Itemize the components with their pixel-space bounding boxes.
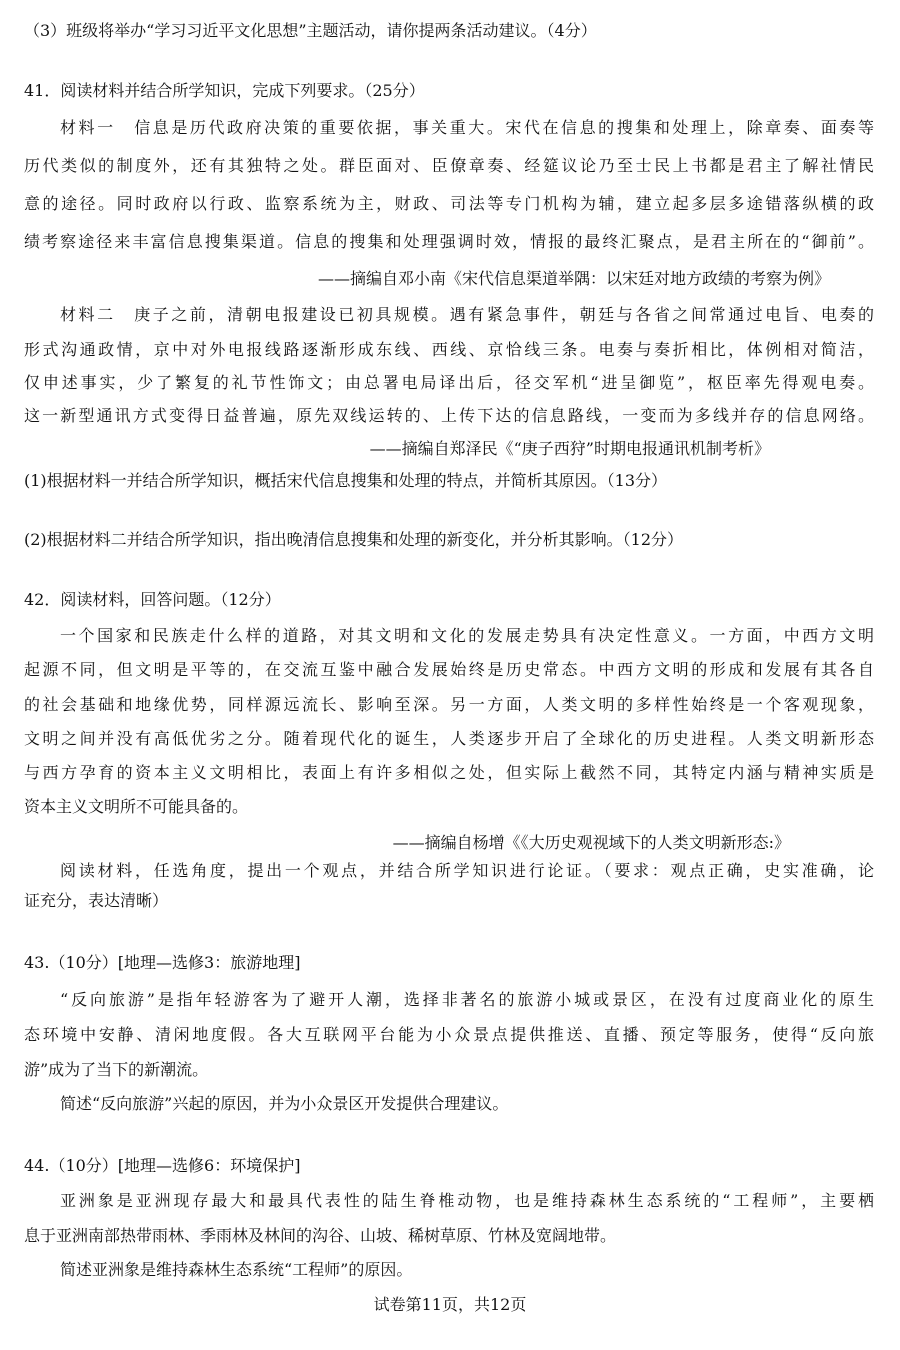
question-41-part-1: (1)根据材料一并结合所学知识，概括宋代信息搜集和处理的特点，并简析其原因。（13分） xyxy=(24,471,668,490)
material-2-line-4: 这一新型通讯方式变得日益普遍，原先双线运转的、上传下达的信息路线，一变而为多线并存的信息网络。 xyxy=(24,406,874,425)
material-1-line-1: 材料一 信息是历代政府决策的重要依据，事关重大。宋代在信息的搜集和处理上，除章奏、面奏等 xyxy=(60,118,874,137)
question-42-material-line-2: 起源不同，但文明是平等的，在交流互鉴中融合发展始终是历史常态。中西方文明的形成和发展有其各自 xyxy=(24,660,874,679)
question-41-title: 41．阅读材料并结合所学知识，完成下列要求。（25分） xyxy=(24,81,425,100)
question-42-material-line-5: 与西方孕育的资本主义文明相比，表面上有许多相似之处，但实际上截然不同，其特定内涵与精神实质是 xyxy=(24,763,874,782)
material-1-line-2: 历代类似的制度外，还有其独特之处。群臣面对、臣僚章奏、经筵议论乃至士民上书都是君主了解社情民 xyxy=(24,156,874,175)
page-footer: 试卷第11页，共12页 xyxy=(373,1295,527,1314)
material-1-source: ——摘编自邓小南《宋代信息渠道举隅：以宋廷对地方政绩的考察为例》 xyxy=(317,269,830,288)
question-42-title: 42．阅读材料，回答问题。（12分） xyxy=(24,590,281,609)
question-44-material-line-2: 息于亚洲南部热带雨林、季雨林及林间的沟谷、山坡、稀树草原、竹林及宽阔地带。 xyxy=(24,1226,617,1245)
question-40-part-3: （3）班级将举办“学习习近平文化思想”主题活动，请你提两条活动建议。（4分） xyxy=(24,21,597,40)
question-43-material-line-3: 游”成为了当下的新潮流。 xyxy=(24,1060,209,1079)
question-41-part-2: (2)根据材料二并结合所学知识，指出晚清信息搜集和处理的新变化，并分析其影响。（12分） xyxy=(24,530,684,549)
question-42-material-line-3: 的社会基础和地缘优势，同样源远流长、影响至深。另一方面，人类文明的多样性始终是一个客观现象， xyxy=(24,695,874,714)
question-42-task-line-1: 阅读材料，任选角度，提出一个观点，并结合所学知识进行论证。（要求：观点正确，史实准确，论 xyxy=(60,861,874,880)
material-2-source: ——摘编自郑泽民《“庚子西狩”时期电报通讯机制考析》 xyxy=(369,439,770,458)
question-42-task-line-2: 证充分，表达清晰） xyxy=(24,891,169,910)
material-2-line-1: 材料二 庚子之前，清朝电报建设已初具规模。遇有紧急事件，朝廷与各省之间常通过电旨、电奏的 xyxy=(60,305,874,324)
question-43-task: 简述“反向旅游”兴起的原因，并为小众景区开发提供合理建议。 xyxy=(60,1094,509,1113)
material-1-line-3: 意的途径。同时政府以行政、监察系统为主，财政、司法等专门机构为辅，建立起多层多途错落纵横的政 xyxy=(24,194,874,213)
question-42-material-line-4: 文明之间并没有高低优劣之分。随着现代化的诞生，人类逐步开启了全球化的历史进程。人类文明新形态 xyxy=(24,729,874,748)
question-42-material-line-1: 一个国家和民族走什么样的道路，对其文明和文化的发展走势具有决定性意义。一方面，中西方文明 xyxy=(60,626,874,645)
material-1-line-4: 绩考察途径来丰富信息搜集渠道。信息的搜集和处理强调时效，情报的最终汇聚点，是君主所在的“御前”。 xyxy=(24,232,874,251)
material-2-line-3: 仅申述事实，少了繁复的礼节性饰文；由总署电局译出后，径交军机“进呈御览”，枢臣率先得观电奏。 xyxy=(24,373,874,392)
material-2-line-2: 形式沟通政情，京中对外电报线路逐渐形成东线、西线、京恰线三条。电奏与奏折相比，体例相对简洁， xyxy=(24,340,874,359)
question-43-title: 43.（10分）[地理—选修3：旅游地理] xyxy=(24,953,301,972)
question-44-title: 44.（10分）[地理—选修6：环境保护] xyxy=(24,1156,301,1175)
question-42-material-line-6: 资本主义文明所不可能具备的。 xyxy=(24,797,249,816)
question-43-material-line-2: 态环境中安静、清闲地度假。各大互联网平台能为小众景点提供推送、直播、预定等服务，使得“反向旅 xyxy=(24,1025,874,1044)
question-43-material-line-1: “反向旅游”是指年轻游客为了避开人潮，选择非著名的旅游小城或景区，在没有过度商业化的原生 xyxy=(60,990,874,1009)
question-44-task: 简述亚洲象是维持森林生态系统“工程师”的原因。 xyxy=(60,1260,413,1279)
question-42-source: ——摘编自杨增《《大历史观视域下的人类文明新形态:》 xyxy=(392,833,790,852)
question-44-material-line-1: 亚洲象是亚洲现存最大和最具代表性的陆生脊椎动物，也是维持森林生态系统的“工程师”，主要栖 xyxy=(60,1191,874,1210)
